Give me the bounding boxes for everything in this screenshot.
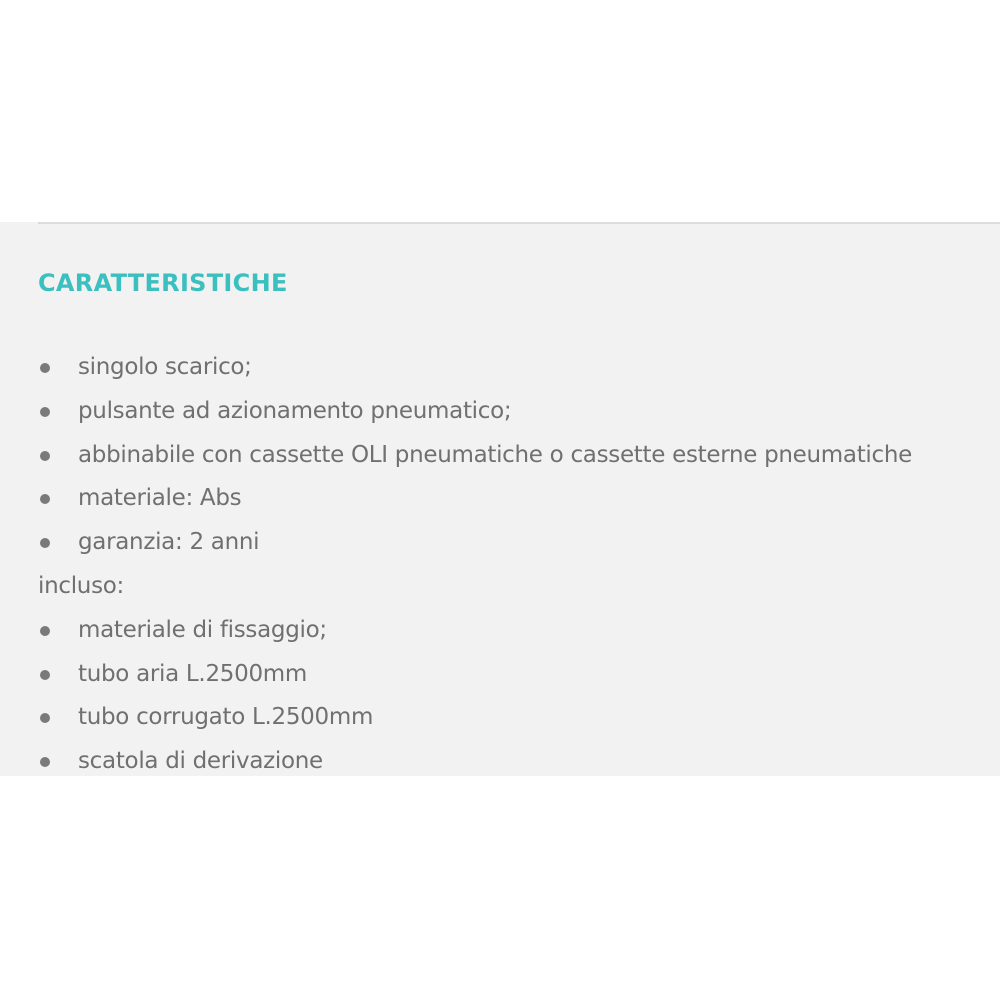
- divider-line: [38, 222, 1000, 224]
- bullet-icon: [40, 670, 50, 680]
- feature-text: abbinabile con cassette OLI pneumatiche o cassette esterne pneumatiche: [78, 441, 912, 468]
- features-content: [38, 346, 988, 784]
- feature-text: garanzia: 2 anni: [78, 529, 260, 556]
- feature-text: materiale: Abs: [78, 485, 242, 512]
- included-text: tubo aria L.2500mm: [78, 660, 307, 687]
- included-text: tubo corrugato L.2500mm: [78, 704, 374, 731]
- bullet-icon: [40, 451, 50, 461]
- list-item: [38, 653, 988, 697]
- list-item: [38, 609, 988, 653]
- list-item: [38, 521, 988, 565]
- bullet-icon: [40, 407, 50, 417]
- bullet-icon: [40, 757, 50, 767]
- bullet-icon: [40, 494, 50, 504]
- list-item: [38, 390, 988, 434]
- features-panel: [0, 222, 1000, 776]
- bullet-icon: [40, 363, 50, 373]
- bullet-icon: [40, 538, 50, 548]
- feature-text: singolo scarico;: [78, 354, 252, 380]
- bullet-icon: [40, 626, 50, 636]
- list-item: [38, 696, 988, 740]
- features-list: [38, 346, 988, 565]
- feature-text: pulsante ad azionamento pneumatico;: [78, 397, 512, 424]
- included-list: [38, 609, 988, 784]
- list-item: [38, 477, 988, 521]
- bullet-icon: [40, 713, 50, 723]
- section-title: CARATTERISTICHE: [38, 269, 288, 297]
- included-text: scatola di derivazione: [78, 748, 323, 775]
- list-item: [38, 740, 988, 784]
- included-text: materiale di fissaggio;: [78, 616, 327, 643]
- list-item: [38, 346, 988, 390]
- included-label: incluso:: [38, 572, 124, 599]
- list-item: [38, 434, 988, 478]
